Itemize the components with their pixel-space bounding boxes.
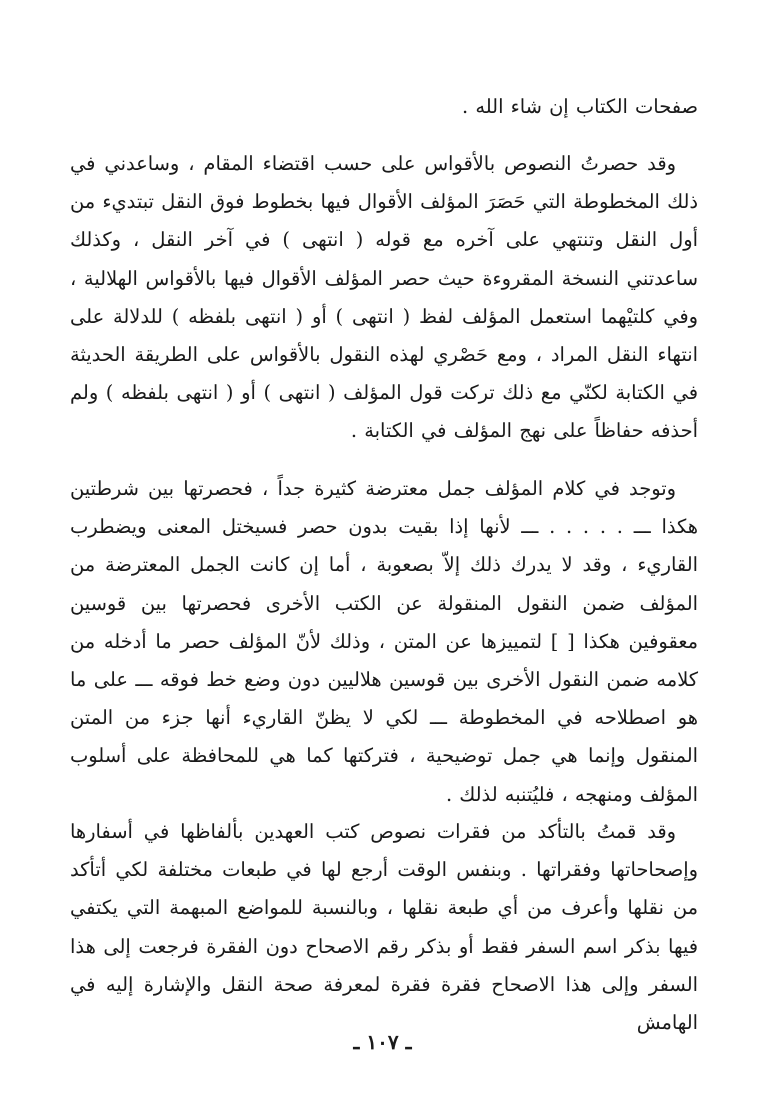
paragraph-brackets: وقد حصرتُ النصوص بالأقواس على حسب اقتضاء المقام ، وساعدني في ذلك المخطوطة التي حَصَرَ المؤلف الأقوال فيها بخطوط فوق النقل تبتديء من أول النقل وتنتهي على آخره مع قوله ( انتهى ) في آخر النقل ، وكذلك ساعدتني النسخة المقروءة حيث حصر المؤلف الأقوال فيها بالأقواس الهلالية ، وفي كلتيْهما استعمل المؤلف لفظ ( انتهى ) أو ( انتهى بلفظه ) للدلالة على انتهاء النقل المراد ، ومع حَصْري لهذه النقول بالأقواس على الطريقة الحديثة في الكتابة لكنّي مع ذلك تركت قول المؤلف ( انتهى ) أو ( انتهى بلفظه ) ولم أحذفه حفاظاً على نهج المؤلف في الكتابة . — [70, 152, 698, 443]
text-block-parentheticals — [70, 470, 698, 814]
text-block-verification — [70, 813, 698, 1042]
page-number: ـ ١٠٧ ـ — [353, 1030, 412, 1054]
paragraph-continuation: صفحات الكتاب إن شاء الله . — [462, 95, 698, 118]
paragraph-verification: وقد قمتُ بالتأكد من فقرات نصوص كتب العهدين بألفاظها في أسفارها وإصحاحاتها وفقراتها . وبنفس الوقت أرجع لها في طبعات مختلفة لكي أتأكد من نقلها وأعرف من أي طبعة نقلها ، وبالنسبة للمواضع المبهمة التي يكتفي فيها بذكر اسم السفر فقط أو بذكر رقم الاصحاح دون الفقرة فرجعت إلى هذا السفر وإلى هذا الاصحاح فقرة فقرة لمعرفة صحة النقل والإشارة إليه في الهامش — [70, 820, 698, 1035]
text-block-intro — [70, 88, 698, 126]
text-block-brackets — [70, 145, 698, 451]
paragraph-parentheticals: وتوجد في كلام المؤلف جمل معترضة كثيرة جداً ، فحصرتها بين شرطتين هكذا ـــ . . . . . ـــ لأنها إذا بقيت بدون حصر فسيختل المعنى ويضطرب القاريء ، وقد لا يدرك ذلك إلاّ بصعوبة ، أما إن كانت الجمل المعترضة من المؤلف ضمن النقول المنقولة عن الكتب الأخرى فحصرتها بين قوسين معقوفين هكذا [ ] لتمييزها عن المتن ، وذلك لأنّ المؤلف حصر ما أدخله من كلامه ضمن النقول الأخرى بين قوسين هلاليين دون وضع خط فوقه ـــ على ما هو اصطلاحه في المخطوطة ـــ لكي لا يظنّ القاريء أنها جزء من المتن المنقول وإنما هي جمل توضيحية ، فتركتها كما هي للمحافظة على أسلوب المؤلف ومنهجه ، فليُتنبه لذلك . — [70, 477, 698, 806]
